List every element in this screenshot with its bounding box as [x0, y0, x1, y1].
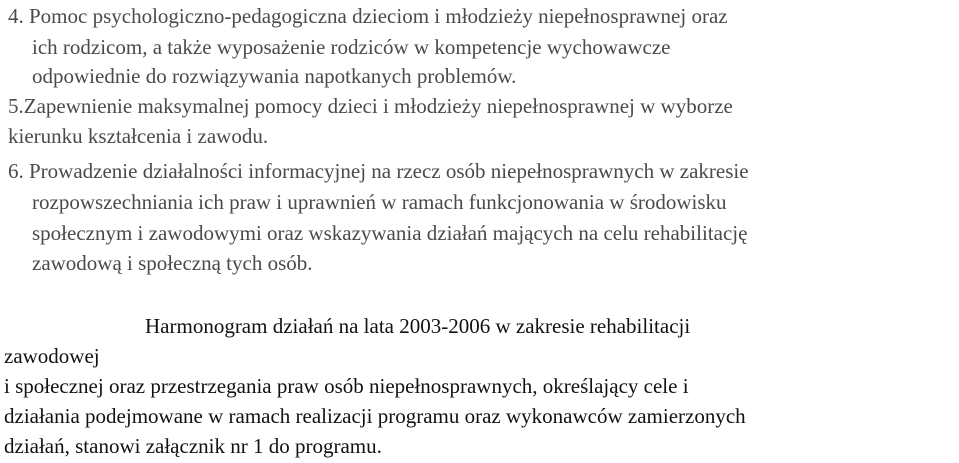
item-4-line-2: ich rodzicom, a także wyposażenie rodziców w kompetencje wychowawcze [32, 35, 671, 59]
paragraph-line-5: działań, stanowi załącznik nr 1 do programu. [4, 434, 382, 458]
paragraph-line-2: zawodowej [4, 344, 100, 368]
paragraph-line-1: Harmonogram działań na lata 2003-2006 w zakresie rehabilitacji [145, 314, 691, 338]
item-6-line-1: 6. Prowadzenie działalności informacyjnej na rzecz osób niepełnosprawnych w zakresie [8, 159, 749, 183]
paragraph-line-3: i społecznej oraz przestrzegania praw osób niepełnosprawnych, określający cele i [4, 374, 689, 398]
item-4-line-3: odpowiednie do rozwiązywania napotkanych problemów. [32, 64, 517, 88]
item-6-line-4: zawodową i społeczną tych osób. [32, 251, 313, 275]
paragraph-line-4: działania podejmowane w ramach realizacji programu oraz wykonawców zamierzonych [4, 404, 746, 428]
item-4-line-1: 4. Pomoc psychologiczno-pedagogiczna dzieciom i młodzieży niepełnosprawnej oraz [8, 4, 728, 28]
item-5-line-1: 5.Zapewnienie maksymalnej pomocy dzieci i młodzieży niepełnosprawnej w wyborze [8, 94, 733, 118]
item-6-line-2: rozpowszechniania ich praw i uprawnień w ramach funkcjonowania w środowisku [32, 190, 727, 214]
item-6-line-3: społecznym i zawodowymi oraz wskazywania działań mających na celu rehabilitację [32, 221, 748, 245]
item-5-line-2: kierunku kształcenia i zawodu. [8, 124, 269, 148]
